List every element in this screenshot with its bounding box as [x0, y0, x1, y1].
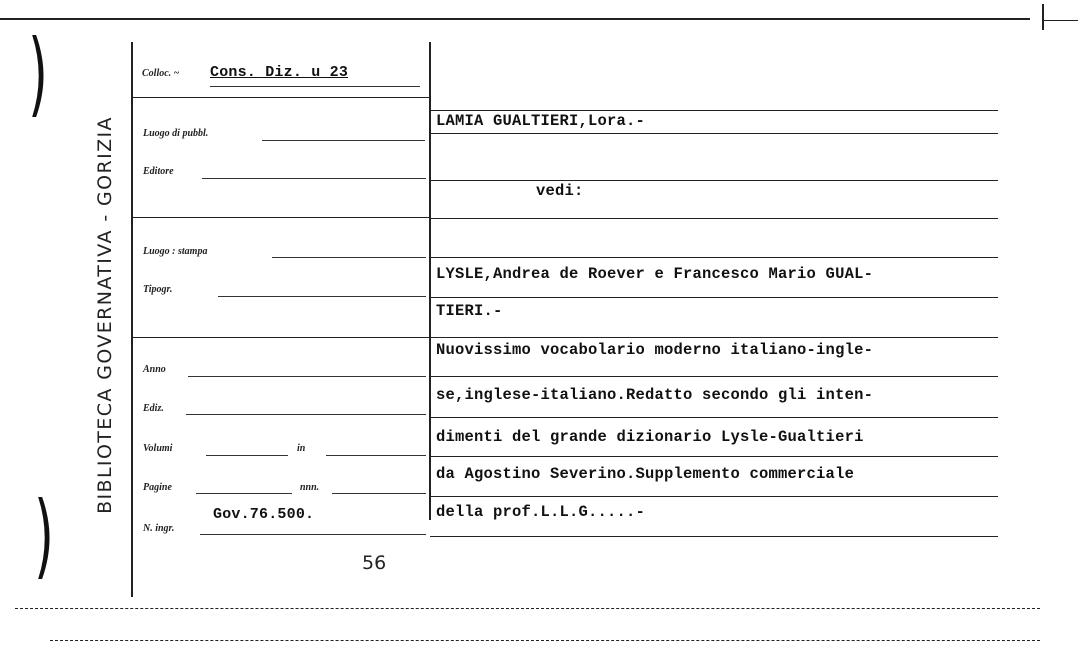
- label-editore: Editore: [143, 166, 174, 177]
- dots-luogo-pubbl: [262, 140, 425, 141]
- right-edge-mark: [1042, 4, 1044, 30]
- label-colloc: Colloc. ~: [142, 68, 180, 79]
- dots-volumi: [206, 455, 288, 456]
- bottom-edge-marks: [50, 640, 1040, 641]
- binder-hole-top: ): [28, 20, 48, 127]
- dots-colloc: [210, 86, 420, 87]
- rule-right-12: [430, 536, 998, 537]
- rule-left-3: [132, 337, 429, 338]
- entry-line-8: da Agostino Severino.Supplemento commerciale: [436, 465, 855, 483]
- left-margin-rule: [131, 42, 133, 597]
- bottom-border: [15, 608, 1040, 609]
- entry-line-5: Nuovissimo vocabolario moderno italiano-ingle-: [436, 341, 874, 359]
- rule-right-11: [430, 496, 998, 497]
- dots-tipogr: [218, 296, 426, 297]
- dots-ediz: [186, 414, 426, 415]
- label-tipogr: Tipogr.: [143, 284, 173, 295]
- rule-right-7: [430, 337, 998, 338]
- entry-line-7: dimenti del grande dizionario Lysle-Gualtieri: [436, 428, 864, 446]
- rule-right-5: [430, 257, 998, 258]
- rule-right-1: [430, 110, 998, 111]
- dots-pagine: [196, 493, 292, 494]
- dots-editore: [202, 178, 426, 179]
- rule-left-2: [132, 217, 429, 218]
- library-stamp: BIBLIOTECA GOVERNATIVA - GORIZIA: [94, 116, 116, 514]
- rule-left-1: [132, 97, 429, 98]
- dots-in: [326, 455, 426, 456]
- entry-line-4: TIERI.-: [436, 302, 503, 320]
- label-volumi: Volumi: [143, 443, 173, 454]
- entry-line-2: vedi:: [536, 182, 584, 200]
- rule-right-3: [430, 180, 998, 181]
- label-anno: Anno: [143, 364, 166, 375]
- value-n-ingr: Gov.76.500.: [213, 506, 315, 523]
- entry-line-1: LAMIA GUALTIERI,Lora.-: [436, 112, 646, 130]
- entry-line-6: se,inglese-italiano.Redatto secondo gli inten-: [436, 386, 874, 404]
- center-rule: [429, 42, 431, 520]
- value-colloc: Cons. Diz. u 23: [210, 64, 349, 81]
- rule-right-2: [430, 133, 998, 134]
- rule-right-10: [430, 456, 998, 457]
- label-in: in: [297, 443, 306, 454]
- top-border: [0, 18, 1030, 20]
- dots-nn: [332, 493, 426, 494]
- label-ediz: Ediz.: [143, 403, 164, 414]
- label-pagine: Pagine: [143, 482, 172, 493]
- rule-right-8: [430, 376, 998, 377]
- dots-n-ingr: [200, 534, 426, 535]
- label-luogo-pubbl: Luogo di pubbl.: [143, 128, 209, 139]
- entry-line-3: LYSLE,Andrea de Roever e Francesco Mario GUAL-: [436, 265, 874, 283]
- label-n-ingr: N. ingr.: [143, 523, 175, 534]
- entry-line-9: della prof.L.L.G.....-: [436, 503, 646, 521]
- handwritten-number: 56: [362, 552, 387, 574]
- dots-luogo-stampa: [272, 257, 426, 258]
- right-edge-tick: [1042, 20, 1078, 21]
- label-luogo-stampa: Luogo : stampa: [143, 246, 208, 257]
- rule-right-4: [430, 218, 998, 219]
- binder-hole-bottom: ): [34, 482, 54, 589]
- label-nn: nnn.: [300, 482, 320, 493]
- rule-right-6: [430, 297, 998, 298]
- rule-right-9: [430, 417, 998, 418]
- dots-anno: [188, 376, 426, 377]
